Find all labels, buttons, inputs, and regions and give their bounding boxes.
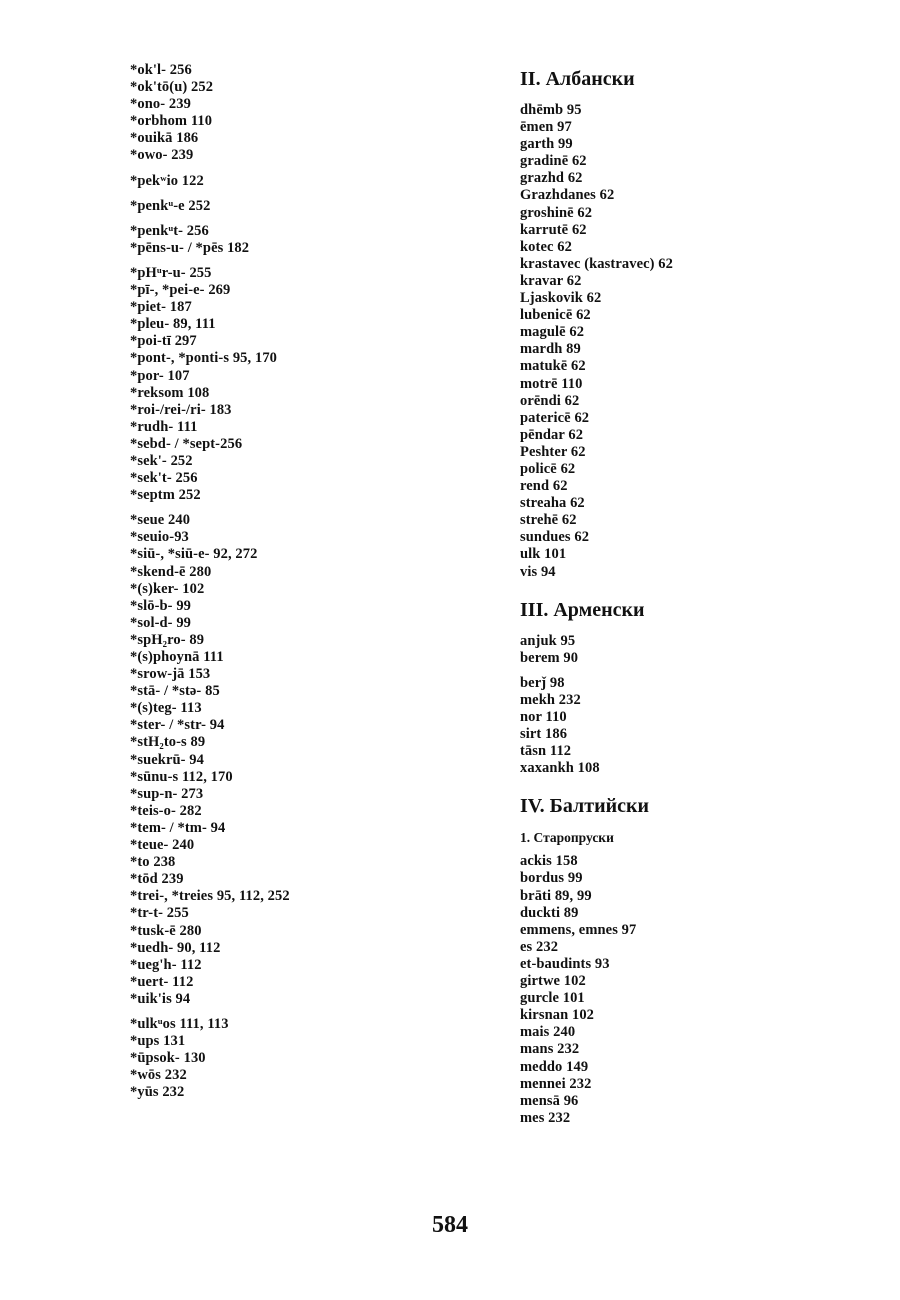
index-entry: *sūnu-s 112, 170 — [130, 768, 233, 785]
index-entry: dhēmb 95 — [520, 102, 582, 118]
right-column — [520, 66, 880, 1127]
index-entry: nor 110 — [520, 709, 567, 725]
index-entry: es 232 — [520, 938, 559, 955]
index-entry: *suekrū- 94 — [130, 751, 205, 768]
index-entry: *to 238 — [130, 854, 176, 871]
index-entry: *orbhom 110 — [130, 113, 213, 130]
section-heading-baltic: IV. Балтийски — [520, 795, 650, 818]
index-entry: *sebd- / *sept-256 — [130, 435, 243, 452]
index-entry: kotec 62 — [520, 238, 572, 255]
index-entry: *stā- / *stə- 85 — [130, 683, 220, 700]
page-number: 584 — [432, 1212, 468, 1238]
index-entry: *pleu- 89, 111 — [130, 316, 216, 333]
index-entry: *ueg'h- 112 — [130, 956, 202, 973]
index-entry: matukē 62 — [520, 358, 586, 375]
left-column — [130, 62, 470, 1101]
index-entry: krastavec (kastravec) 62 — [520, 255, 673, 272]
index-entry: et-baudints 93 — [520, 955, 610, 972]
index-entry: *slō-b- 99 — [130, 597, 192, 614]
index-entry: emmens, emnes 97 — [520, 921, 637, 938]
index-entry: ēmen 97 — [520, 119, 572, 136]
index-entry: *ulkᵘos 111, 113 — [130, 1015, 229, 1032]
index-entry: orēndi 62 — [520, 392, 580, 409]
index-entry: mekh 232 — [520, 691, 581, 708]
baltic-entry-list — [520, 853, 880, 1127]
index-entry: *pī-, *pei-e- 269 — [130, 282, 231, 299]
index-entry: ackis 158 — [520, 853, 578, 870]
index-entry: mais 240 — [520, 1024, 576, 1041]
index-entry: groshinē 62 — [520, 204, 593, 221]
index-entry: lubenicē 62 — [520, 307, 591, 324]
index-entry: anjuk 95 — [520, 632, 576, 649]
index-entry: *(s)ker- 102 — [130, 580, 205, 597]
index-entry: *piet- 187 — [130, 299, 192, 316]
index-entry: streaha 62 — [520, 495, 585, 512]
index-entry: *ok'tō(u) 252 — [130, 79, 214, 96]
index-entry: bordus 99 — [520, 870, 583, 887]
index-entry: *trei-, *treies 95, 112, 252 — [130, 888, 290, 905]
index-entry: rend 62 — [520, 478, 568, 495]
section-heading-albanian: II. Албански — [520, 68, 635, 90]
index-entry: *septm 252 — [130, 487, 201, 504]
index-entry: pēndar 62 — [520, 426, 584, 443]
index-entry: patericē 62 — [520, 409, 590, 426]
index-entry: *owo- 239 — [130, 147, 194, 164]
index-entry: mes 232 — [520, 1109, 571, 1126]
index-entry: vis 94 — [520, 563, 556, 580]
index-entry: brāti 89, 99 — [520, 887, 592, 904]
index-entry: *ouikā 186 — [130, 130, 199, 147]
index-entry: motrē 110 — [520, 375, 583, 392]
index-entry: *pHᵘr-u- 255 — [130, 264, 212, 281]
index-entry: *seue 240 — [130, 512, 191, 529]
index-entry: *wōs 232 — [130, 1067, 187, 1084]
index-entry: policē 62 — [520, 460, 576, 477]
index-entry: *siū-, *siū-e- 92, 272 — [130, 546, 258, 563]
index-entry: mardh 89 — [520, 341, 581, 358]
index-entry: grazhd 62 — [520, 170, 583, 187]
index-entry: garth 99 — [520, 136, 573, 153]
index-entry: *seuio-93 — [130, 529, 189, 546]
index-entry: meddo 149 — [520, 1058, 589, 1075]
index-entry: *pont-, *ponti-s 95, 170 — [130, 350, 278, 367]
index-entry: kravar 62 — [520, 272, 582, 289]
index-entry: *stH₂to-s 89 — [130, 734, 206, 751]
index-entry: tāsn 112 — [520, 743, 572, 760]
index-entry: xaxankh 108 — [520, 760, 600, 777]
index-entry: *spH₂ro- 89 — [130, 631, 205, 648]
index-entry: mans 232 — [520, 1041, 580, 1058]
index-entry: *(s)phoynā 111 — [130, 649, 224, 665]
index-entry: mennei 232 — [520, 1075, 592, 1092]
index-entry: *penkᵘt- 256 — [130, 222, 209, 239]
index-entry: sundues 62 — [520, 529, 590, 546]
index-entry: magulē 62 — [520, 324, 585, 341]
index-entry: *penkᵘ-e 252 — [130, 197, 211, 214]
index-entry: *tusk-ē 280 — [130, 922, 202, 939]
index-entry: *sek'- 252 — [130, 452, 193, 469]
armenian-entry-list — [520, 633, 880, 778]
index-entry: mensā 96 — [520, 1092, 579, 1109]
index-entry: karrutē 62 — [520, 221, 587, 238]
index-entry: *yūs 232 — [130, 1084, 185, 1101]
index-entry: *(s)teg- 113 — [130, 700, 202, 717]
index-entry: *uik'is 94 — [130, 990, 191, 1007]
index-entry: girtwe 102 — [520, 973, 586, 990]
index-entry: *pēns-u- / *pēs 182 — [130, 239, 250, 256]
index-entry: *skend-ē 280 — [130, 563, 212, 580]
index-entry: sirt 186 — [520, 726, 568, 743]
index-entry: strehē 62 — [520, 512, 577, 529]
index-entry: *poi-tī 297 — [130, 333, 197, 350]
index-entry: *sol-d- 99 — [130, 614, 192, 631]
index-entry: *reksom 108 — [130, 384, 210, 401]
index-entry: ulk 101 — [520, 546, 567, 563]
index-entry: *roi-/rei-/ri- 183 — [130, 401, 232, 418]
index-entry: berǰ 98 — [520, 674, 565, 691]
index-entry: *ups 131 — [130, 1033, 186, 1050]
index-entry: *por- 107 — [130, 367, 190, 384]
index-entry: *ūpsok- 130 — [130, 1050, 206, 1067]
index-entry: *pekʷio 122 — [130, 172, 204, 189]
index-entry: *tr-t- 255 — [130, 905, 189, 922]
index-entry: *teue- 240 — [130, 837, 195, 854]
albanian-entry-list — [520, 102, 880, 581]
index-entry: *sup-n- 273 — [130, 785, 204, 802]
index-entry: *tem- / *tm- 94 — [130, 819, 226, 836]
subheading-old-prussian: 1. Старопруски — [520, 830, 614, 846]
index-entry: *sek't- 256 — [130, 470, 198, 487]
index-entry: *uedh- 90, 112 — [130, 939, 221, 956]
section-heading-armenian: III. Арменски — [520, 598, 645, 621]
index-entry: Ljaskovik 62 — [520, 290, 602, 307]
index-entry: *rudh- 111 — [130, 418, 198, 435]
index-entry: *teis-o- 282 — [130, 802, 202, 819]
index-entry: berem 90 — [520, 649, 579, 666]
index-entry: *uert- 112 — [130, 973, 194, 990]
index-entry: *srow-jā 153 — [130, 666, 211, 683]
index-entry: gradinē 62 — [520, 153, 587, 170]
index-entry: *ster- / *str- 94 — [130, 717, 225, 734]
index-entry: *ono- 239 — [130, 96, 191, 113]
index-entry: gurcle 101 — [520, 990, 585, 1007]
index-entry: Peshter 62 — [520, 443, 586, 460]
index-entry: duckti 89 — [520, 904, 579, 921]
index-entry: *ok'l- 256 — [130, 62, 192, 78]
index-entry: kirsnan 102 — [520, 1007, 595, 1024]
index-entry: Grazhdanes 62 — [520, 187, 615, 204]
index-entry: *tōd 239 — [130, 871, 184, 888]
